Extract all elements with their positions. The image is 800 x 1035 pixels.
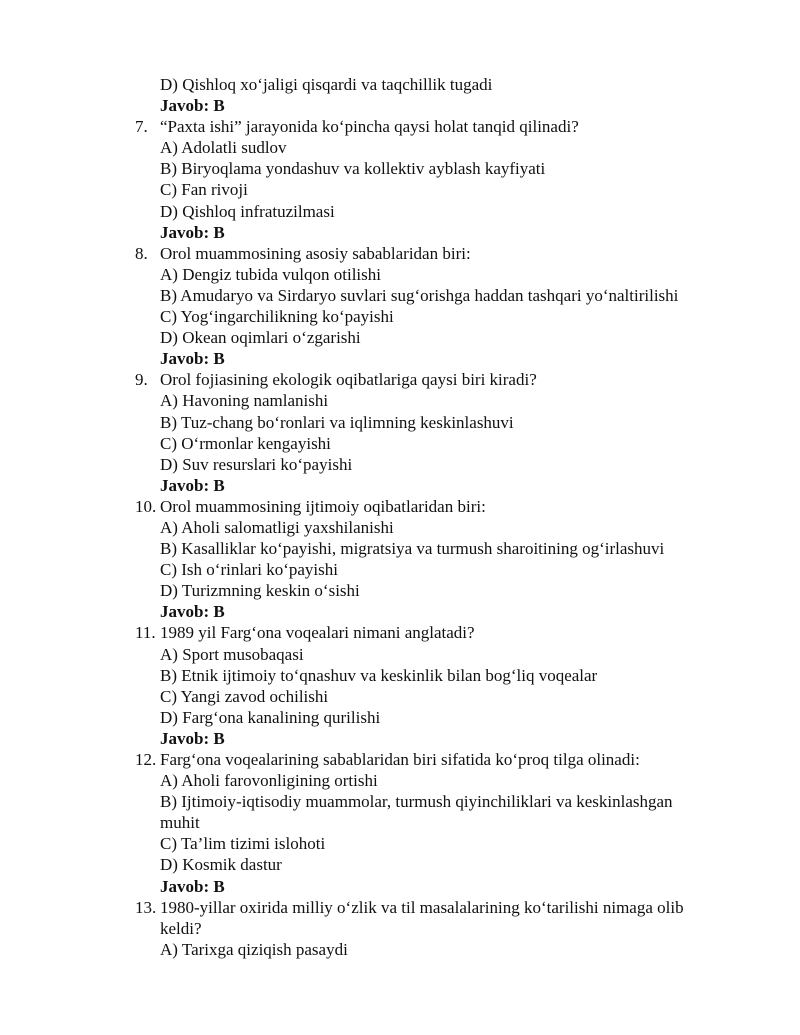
question-text: Orol muammosining asosiy sabablaridan biri: bbox=[160, 243, 471, 263]
question-text: Farg‘ona voqealarining sabablaridan biri sifatida ko‘proq tilga olinadi: bbox=[160, 750, 640, 769]
option-d: D) Suv resurslari ko‘payishi bbox=[160, 454, 353, 474]
option-b: B) Kasalliklar ko‘payishi, migratsiya va turmush sharoitining og‘irlashuvi bbox=[160, 539, 665, 559]
option-a: A) Dengiz tubida vulqon otilishi bbox=[160, 264, 381, 284]
question-13 bbox=[0, 897, 800, 918]
question-number: 11. bbox=[135, 623, 156, 643]
option-d: D) Kosmik dastur bbox=[160, 855, 282, 875]
answer-label: Javob: B bbox=[160, 728, 225, 748]
option-a: A) Aholi farovonligining ortishi bbox=[160, 771, 378, 791]
option-b-continued: muhit bbox=[160, 813, 200, 833]
answer-label: Javob: B bbox=[160, 96, 225, 116]
option-b: B) Biryoqlama yondashuv va kollektiv ayblash kayfiyati bbox=[160, 159, 546, 179]
option-d: D) Qishloq infratuzilmasi bbox=[160, 201, 335, 221]
answer-label: Javob: B bbox=[160, 222, 225, 242]
option-b: B) Etnik ijtimoiy to‘qnashuv va keskinlik bilan bog‘liq voqealar bbox=[160, 665, 598, 685]
answer-label: Javob: B bbox=[160, 475, 225, 495]
option-c: C) Yog‘ingarchilikning ko‘payishi bbox=[160, 307, 394, 327]
option-a: A) Havoning namlanishi bbox=[160, 391, 329, 411]
question-text: Orol muammosining ijtimoiy oqibatlaridan biri: bbox=[160, 496, 486, 516]
question-12 bbox=[0, 749, 800, 770]
option-c: C) Yangi zavod ochilishi bbox=[160, 686, 329, 706]
option-b: B) Ijtimoiy-iqtisodiy muammolar, turmush qiyinchiliklari va keskinlashgan bbox=[160, 792, 673, 812]
question-number: 10. bbox=[135, 496, 157, 516]
option-a: A) Sport musobaqasi bbox=[160, 644, 304, 664]
question-text: “Paxta ishi” jarayonida ko‘pincha qaysi holat tanqid qilinadi? bbox=[160, 117, 579, 137]
option-d: D) Okean oqimlari o‘zgarishi bbox=[160, 328, 361, 348]
option-a: A) Aholi salomatligi yaxshilanishi bbox=[160, 517, 394, 537]
question-number: 12. bbox=[135, 750, 157, 769]
option-c: C) Fan rivoji bbox=[160, 180, 248, 200]
option-c: C) Ta’lim tizimi islohoti bbox=[160, 834, 326, 854]
question-text: 1980-yillar oxirida milliy o‘zlik va til masalalarining ko‘tarilishi nimaga olib bbox=[160, 897, 684, 917]
answer-label: Javob: B bbox=[160, 876, 225, 896]
option-d: D) Turizmning keskin o‘sishi bbox=[160, 581, 360, 601]
option-d: D) Farg‘ona kanalining qurilishi bbox=[160, 707, 381, 727]
question-text: Orol fojiasining ekologik oqibatlariga qaysi biri kiradi? bbox=[160, 370, 537, 390]
question-text: 1989 yil Farg‘ona voqealari nimani anglatadi? bbox=[160, 623, 475, 643]
option-b: B) Amudaryo va Sirdaryo suvlari sug‘orishga haddan tashqari yo‘naltirilishi bbox=[160, 285, 679, 305]
question-9 bbox=[0, 369, 800, 390]
answer-label: Javob: B bbox=[160, 349, 225, 369]
answer-label: Javob: B bbox=[160, 602, 225, 622]
option-c: C) O‘rmonlar kengayishi bbox=[160, 433, 331, 453]
question-number: 7. bbox=[135, 117, 148, 137]
question-8 bbox=[0, 243, 800, 264]
question-7 bbox=[0, 116, 800, 137]
question-number: 13. bbox=[135, 897, 157, 917]
option-b: B) Tuz-chang bo‘ronlari va iqlimning keskinlashuvi bbox=[160, 412, 514, 432]
question-11 bbox=[0, 622, 800, 643]
option-a: A) Tarixga qiziqish pasaydi bbox=[160, 939, 348, 959]
question-10 bbox=[0, 496, 800, 517]
question-number: 9. bbox=[135, 370, 148, 390]
option-c: C) Ish o‘rinlari ko‘payishi bbox=[160, 560, 338, 580]
option-a: A) Adolatli sudlov bbox=[160, 138, 287, 158]
question-text-continued: keldi? bbox=[160, 918, 202, 938]
option-d: D) Qishloq xo‘jaligi qisqardi va taqchillik tugadi bbox=[160, 75, 493, 94]
question-number: 8. bbox=[135, 243, 148, 263]
document-page bbox=[0, 74, 800, 960]
